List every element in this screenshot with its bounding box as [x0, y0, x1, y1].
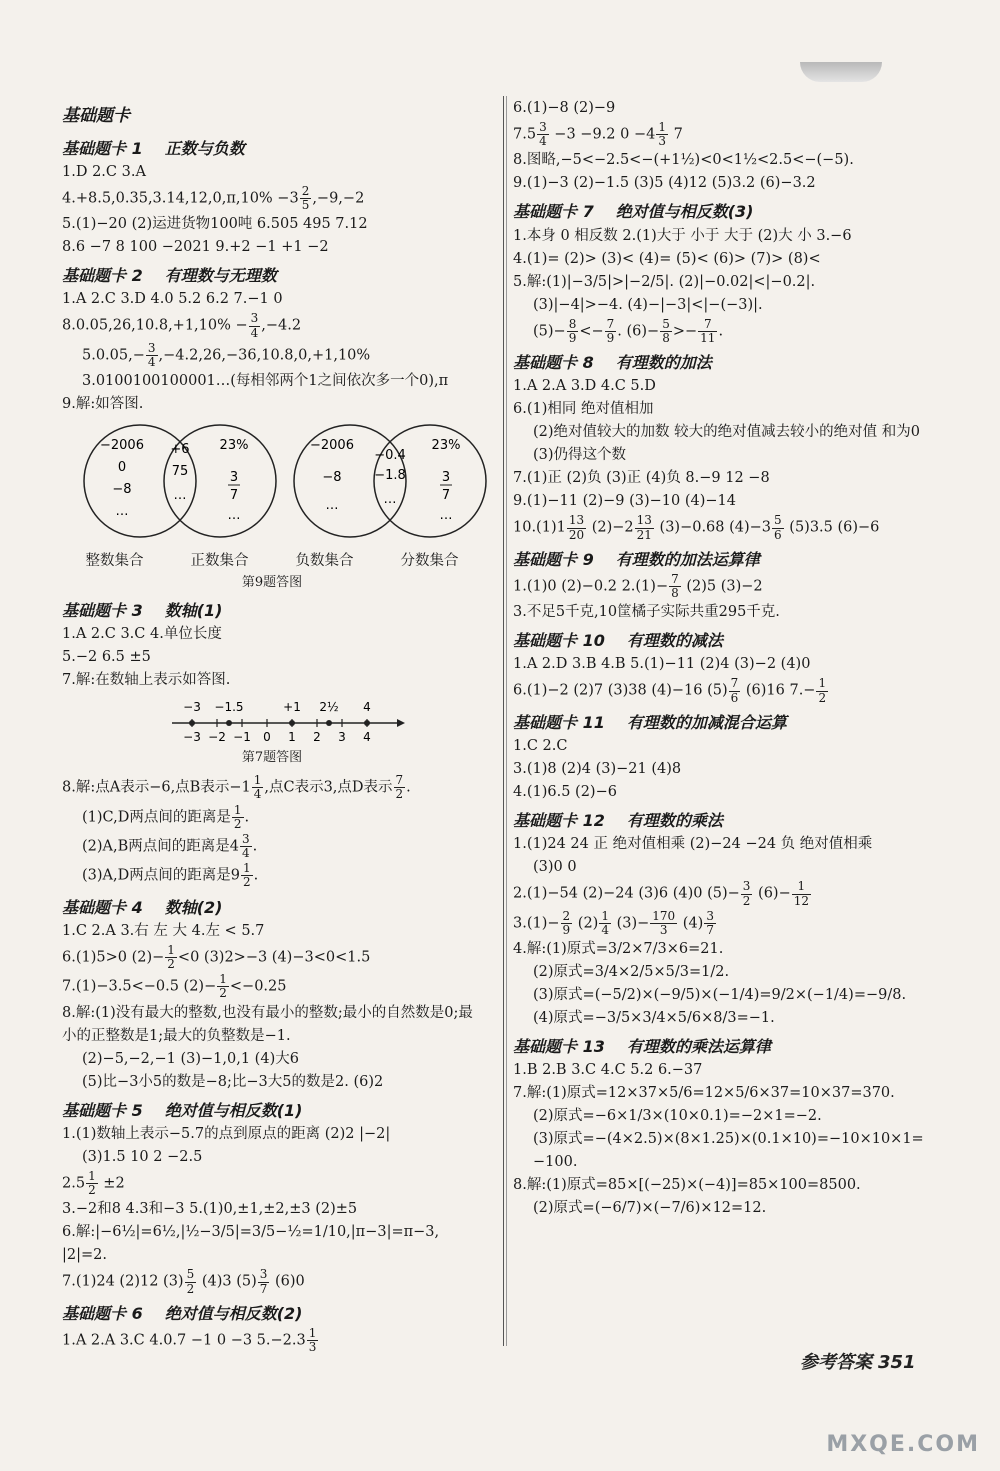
answer-line: 1.(1)24 24 正 绝对值相乘 (2)−24 −24 负 绝对值相乘	[513, 836, 873, 853]
answer-line: 1.C 2.A 3.右 左 大 4.左 < 5.7	[62, 922, 265, 939]
answer-line: 7.解:(1)原式=12×37×5/6=12×5/6×37=10×37=370.	[513, 1085, 895, 1102]
answer-line: 3.不足5千克,10筐橘子实际共重295千克.	[513, 604, 780, 621]
venn-value: +6	[170, 442, 190, 458]
section-heading: 基础题卡 5 绝对值与相反数(1)	[62, 1100, 303, 1120]
answer-line: (3)|−4|>−4. (4)−|−3|<|−(−3)|.	[533, 296, 763, 313]
venn-value: 23%	[219, 438, 249, 454]
answer-line: 2.5 $\frac{1}{2}$ ±2	[62, 1168, 125, 1198]
answer-line: 1.C 2.C	[513, 738, 568, 755]
section-heading: 基础题卡 10 有理数的减法	[513, 631, 723, 651]
answer-line: (3)A,D两点间的距离是9 $\frac{1}{2}$ .	[82, 861, 259, 890]
page-number: 351	[878, 1352, 916, 1373]
answer-line: 5.(1)−20 (2)运进货物100吨 6.505 495 7.12	[62, 216, 368, 233]
answer-line: 1.(1)0 (2)−0.2 2.(1)− $\frac{7}{8}$ (2)5 (3)−2	[513, 571, 763, 601]
answer-line: (3)0 0	[533, 859, 577, 876]
tick-label: 3	[338, 730, 346, 745]
answer-line: 3.−2和8 4.3和−3 5.(1)0,±1,±2,±3 (2)±5	[62, 1201, 358, 1218]
answer-line: (5)− $\frac{8}{9}$ <− $\frac{7}{9}$ . (6)− $\frac{5}{8}$ >− $\frac{7}{11}$ .	[533, 316, 724, 345]
venn-caption: 整数集合	[85, 553, 144, 570]
answer-line: 8.解:点A表示−6,点B表示−1 $\frac{1}{4}$ ,点C表示3,点D表示 $\frac{7}{2}$ .	[62, 773, 411, 802]
tick-label: −2	[208, 730, 226, 745]
answer-line: 10.(1)1 $\frac{13}{20}$ (2)−2 $\frac{13}{21}$ (3)−0.68 (4)−3 $\frac{5}{6}$ (5)3.5 (6)−6	[513, 513, 880, 542]
section-heading: 基础题卡 11 有理数的加减混合运算	[513, 712, 787, 732]
section-heading: 基础题卡 13 有理数的乘法运算律	[513, 1037, 771, 1057]
section-heading: 基础题卡 6 绝对值与相反数(2)	[62, 1303, 303, 1323]
page-footer	[800, 1348, 916, 1374]
answer-line: 小的正整数是1;最大的负整数是−1.	[62, 1027, 291, 1044]
answer-line: 8.解:(1)没有最大的整数,也没有最小的整数;最小的自然数是0;最	[62, 1004, 473, 1021]
venn-value: …	[325, 498, 339, 514]
answer-line: (2)绝对值较大的加数 较大的绝对值减去较小的绝对值 和为0	[533, 424, 920, 441]
answer-line: 7.解:在数轴上表示如答图.	[62, 672, 231, 689]
answer-line: 5.0.05,− $\frac{3}{4}$ ,−4.2,26,−36,10.8,0,+1,10%	[82, 340, 371, 370]
answer-line: 4.+8.5,0.35,3.14,12,0,π,10% −3 $\frac{2}{5}$ ,−9,−2	[62, 183, 365, 213]
tick-label: 2½	[319, 700, 339, 715]
section-heading: 基础题卡 7 绝对值与相反数(3)	[513, 202, 754, 222]
venn-diagram	[62, 419, 502, 549]
venn-caption: 正数集合	[190, 553, 249, 570]
answer-line: 6.(1)−8 (2)−9	[513, 100, 616, 116]
answer-line: (1)C,D两点间的距离是 $\frac{1}{2}$ .	[82, 802, 250, 831]
answer-line: 9.解:如答图.	[62, 396, 144, 413]
venn-caption: 负数集合	[295, 553, 354, 570]
venn-value: 75	[171, 464, 189, 480]
answer-line: 4.解:(1)原式=3/2×7/3×6=21.	[513, 941, 724, 958]
answer-line: 6.(1)5>0 (2)− $\frac{1}{2}$ <0 (3)2>−3 (4)−3<0<1.5	[62, 942, 371, 972]
page-tab-decoration	[800, 62, 882, 82]
section-heading: 基础题卡 12 有理数的乘法	[513, 811, 723, 831]
answer-line: 7.(1)24 (2)12 (3) $\frac{5}{2}$ (4)3 (5) $\frac{3}{7}$ (6)0	[62, 1267, 305, 1296]
answer-line: 1.A 2.D 3.B 4.B 5.(1)−11 (2)4 (3)−2 (4)0	[513, 656, 811, 673]
answer-line: 7.(1)正 (2)负 (3)正 (4)负 8.−9 12 −8	[513, 470, 770, 487]
answer-line: (2)原式=3/4×2/5×5/3=1/2.	[533, 964, 730, 981]
answer-line: 4.(1)= (2)> (3)< (4)= (5)< (6)> (7)> (8)<	[513, 250, 821, 267]
venn-value: −0.4	[374, 448, 406, 464]
page-title: 基础题卡	[62, 106, 130, 126]
venn-value: 7	[441, 488, 451, 504]
left-column	[62, 100, 502, 1356]
venn-value: 23%	[431, 438, 461, 454]
tick-label: −3	[183, 700, 201, 715]
answer-line: 3.(1)8 (2)4 (3)−21 (4)8	[513, 761, 682, 778]
answer-line: 9.(1)−3 (2)−1.5 (3)5 (4)12 (5)3.2 (6)−3.2	[513, 175, 816, 192]
answer-line: 1.B 2.B 3.C 4.C 5.2 6.−37	[513, 1062, 703, 1079]
answer-line: 5.−2 6.5 ±5	[62, 649, 151, 666]
venn-value: …	[227, 508, 241, 524]
answer-line: 1.A 2.A 3.C 4.0.7 −1 0 −3 5.−2.3 $\frac{1}{3}$	[62, 1325, 317, 1355]
answer-line: 1.A 2.A 3.D 4.C 5.D	[513, 378, 656, 395]
venn-captions	[62, 551, 482, 572]
answer-line: 1.D 2.C 3.A	[62, 163, 146, 180]
answer-line: 8.解:(1)原式=85×[(−25)×(−4)]=85×100=8500.	[513, 1177, 861, 1194]
section-heading: 基础题卡 2 有理数与无理数	[62, 266, 277, 286]
venn-caption: 分数集合	[400, 553, 459, 570]
answer-line: (5)比−3小5的数是−8;比−3大5的数是2. (6)2	[82, 1073, 384, 1090]
figure-caption: 第9题答图	[241, 575, 303, 591]
answer-line: 8.6 −7 8 100 −2021 9.+2 −1 +1 −2	[62, 239, 329, 256]
right-column	[513, 96, 958, 1221]
answer-line: 4.(1)6.5 (2)−6	[513, 784, 617, 801]
venn-value: 7	[229, 488, 239, 504]
answer-line: (2)原式=−6×1/3×(10×0.1)=−2×1=−2.	[533, 1108, 822, 1125]
number-line-svg	[62, 693, 502, 747]
tick-label: 4	[363, 730, 371, 745]
answer-line: 8.图略,−5<−2.5<−(+1½)<0<1½<2.5<−(−5).	[513, 152, 854, 169]
venn-value: …	[173, 488, 187, 504]
column-divider	[503, 96, 504, 1346]
venn-value: …	[439, 508, 453, 524]
answer-line: (3)仍得这个数	[533, 447, 627, 464]
tick-label: −1	[233, 730, 251, 745]
answer-line: (4)原式=−3/5×3/4×5/6×8/3=−1.	[533, 1010, 775, 1027]
tick-label: 2	[313, 730, 321, 745]
answer-line: 3.(1)− $\frac{2}{9}$ (2) $\frac{1}{4}$ (3)− $\frac{170}{3}$ (4) $\frac{3}{7}$	[513, 908, 714, 937]
answer-line: 8.0.05,26,10.8,+1,10% − $\frac{3}{4}$ ,−4.2	[62, 311, 302, 340]
venn-value: −2006	[310, 438, 354, 454]
figure-caption: 第7题答图	[241, 750, 303, 766]
venn-value: …	[115, 504, 129, 520]
tick-label: −1.5	[214, 700, 244, 715]
answer-line: (2)A,B两点间的距离是4 $\frac{3}{4}$ .	[82, 831, 258, 861]
answer-line: 7.5 $\frac{3}{4}$ −3 −9.2 0 −4 $\frac{1}{3}$ 7	[513, 120, 683, 149]
venn-value: −8	[112, 482, 132, 498]
answer-line: 5.解:(1)|−3/5|>|−2/5|. (2)|−0.02|<|−0.2|.	[513, 273, 816, 290]
answer-line: (2)−5,−2,−1 (3)−1,0,1 (4)大6	[82, 1050, 299, 1067]
answer-line: 9.(1)−11 (2)−9 (3)−10 (4)−14	[513, 493, 736, 510]
venn-value: 3	[229, 470, 239, 486]
answer-line: 6.(1)相同 绝对值相加	[513, 401, 654, 418]
venn-value: 3	[441, 470, 451, 486]
answer-line: 3.0100100100001…(每相邻两个1之间依次多一个0),π	[82, 373, 449, 390]
tick-label: 1	[288, 730, 296, 745]
answer-line: 1.(1)数轴上表示−5.7的点到原点的距离 (2)2 |−2|	[62, 1125, 391, 1142]
answer-line: (2)原式=(−6/7)×(−7/6)×12=12.	[533, 1200, 767, 1217]
site-watermark: MXQE.COM	[826, 1432, 980, 1457]
section-heading: 基础题卡 1 正数与负数	[62, 138, 245, 158]
answer-line: 6.(1)−2 (2)7 (3)38 (4)−16 (5) $\frac{7}{6}$ (6)16 7.− $\frac{1}{2}$	[513, 676, 827, 705]
section-heading: 基础题卡 3 数轴(1)	[62, 601, 223, 621]
venn-value: −2006	[100, 438, 144, 454]
number-line	[62, 693, 502, 747]
venn-svg	[62, 419, 502, 549]
answer-line: −100.	[533, 1154, 578, 1171]
venn-value: −8	[322, 470, 342, 486]
section-heading: 基础题卡 9 有理数的加法运算律	[513, 549, 760, 569]
answer-line: 2.(1)−54 (2)−24 (3)6 (4)0 (5)− $\frac{3}{2}$ (6)− $\frac{1}{12}$	[513, 879, 810, 908]
answer-line: 6.解:|−6½|=6½,|½−3/5|=3/5−½=1/10,|π−3|=π−3,	[62, 1224, 440, 1241]
answer-line: (3)原式=−(4×2.5)×(8×1.25)×(0.1×10)=−10×10×1=	[533, 1131, 924, 1148]
footer-label: 参考答案	[800, 1352, 872, 1373]
answer-line: 1.A 2.C 3.D 4.0 5.2 6.2 7.−1 0	[62, 291, 283, 308]
tick-label: +1	[283, 700, 301, 715]
tick-label: 4	[363, 700, 371, 715]
answer-line: (3)1.5 10 2 −2.5	[82, 1148, 203, 1165]
section-heading: 基础题卡 4 数轴(2)	[62, 897, 223, 917]
answer-line: |2|=2.	[62, 1247, 107, 1264]
tick-label: −3	[183, 730, 201, 745]
tick-label: 0	[263, 730, 271, 745]
section-heading: 基础题卡 8 有理数的加法	[513, 353, 712, 373]
answer-line: 7.(1)−3.5<−0.5 (2)− $\frac{1}{2}$ <−0.25	[62, 972, 287, 1001]
venn-value: −1.8	[374, 468, 406, 484]
venn-value: 0	[117, 460, 127, 476]
answer-line: 1.本身 0 相反数 2.(1)大于 小于 大于 (2)大 小 3.−6	[513, 227, 852, 244]
venn-value: …	[383, 492, 397, 508]
answer-line: (3)原式=(−5/2)×(−9/5)×(−1/4)=9/2×(−1/4)=−9/8.	[533, 987, 907, 1004]
answer-line: 1.A 2.C 3.C 4.单位长度	[62, 626, 222, 643]
